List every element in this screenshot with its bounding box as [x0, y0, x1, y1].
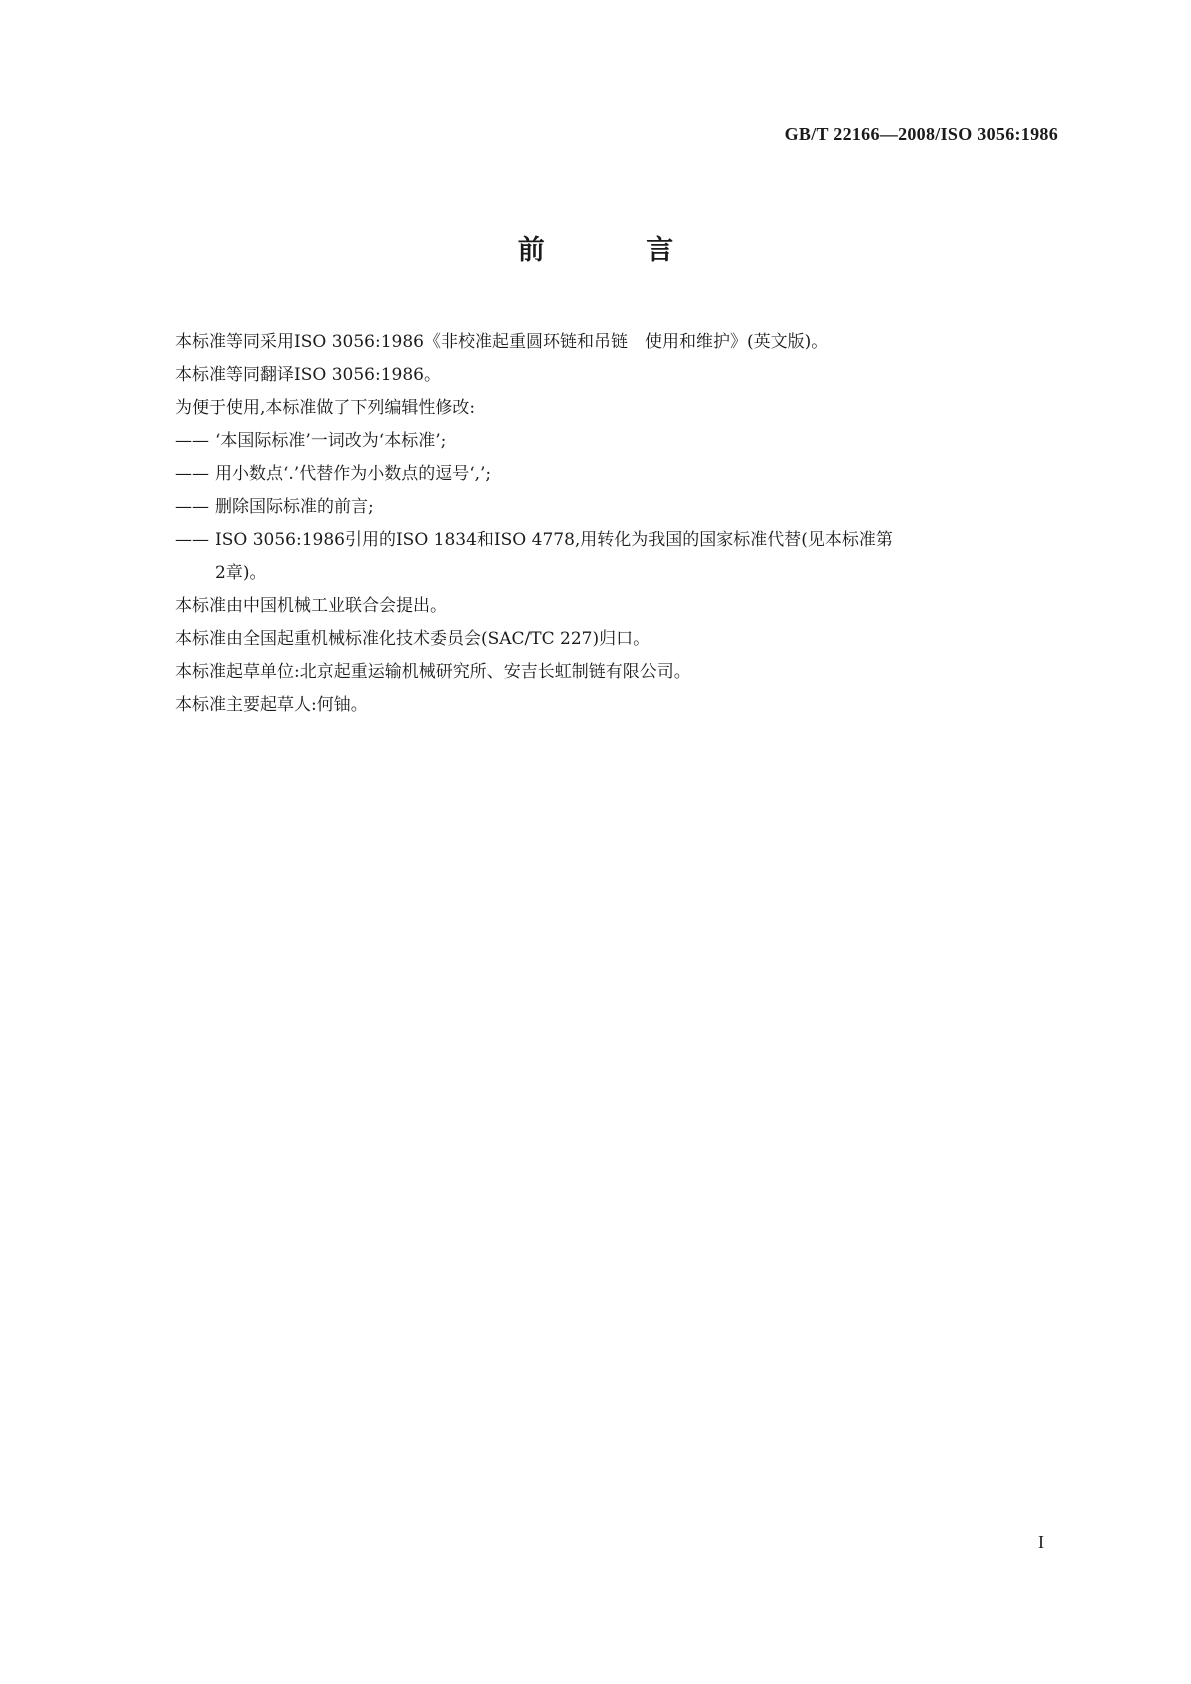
paragraph: 本标准主要起草人:何铀。: [175, 695, 368, 715]
list-item: [175, 425, 1060, 458]
standard-code: GB/T 22166—2008/ISO 3056:1986: [784, 124, 1058, 144]
list-dash: ——: [175, 464, 209, 484]
paragraph: 为便于使用,本标准做了下列编辑性修改:: [175, 398, 476, 418]
paragraph: 本标准等同翻译ISO 3056:1986。: [175, 365, 441, 385]
foreword-body: [175, 326, 1060, 722]
list-item-text-continuation: 2章)。: [215, 563, 267, 583]
list-item-text: 删除国际标准的前言;: [215, 497, 374, 517]
list-dash: ——: [175, 431, 209, 451]
page-number: I: [1038, 1532, 1044, 1552]
list-dash: ——: [175, 530, 209, 550]
list-item: [175, 458, 1060, 491]
paragraph: 本标准由中国机械工业联合会提出。: [175, 596, 447, 616]
paragraph: 本标准起草单位:北京起重运输机械研究所、安吉长虹制链有限公司。: [175, 662, 691, 682]
paragraph: 本标准等同采用ISO 3056:1986《非校准起重圆环链和吊链 使用和维护》(英文版)。: [175, 332, 829, 352]
list-item-text: ISO 3056:1986引用的ISO 1834和ISO 4778,用转化为我国的国家标准代替(见本标准第: [215, 530, 893, 550]
list-item: [175, 491, 1060, 524]
list-dash: ——: [175, 497, 209, 517]
list-item-text: ‘本国际标准’一词改为‘本标准’;: [215, 431, 447, 451]
page-title: 前 言: [517, 235, 720, 266]
list-item: [175, 524, 1060, 590]
paragraph: 本标准由全国起重机械标准化技术委员会(SAC/TC 227)归口。: [175, 629, 651, 649]
list-item-text: 用小数点‘.’代替作为小数点的逗号‘,’;: [215, 464, 492, 484]
